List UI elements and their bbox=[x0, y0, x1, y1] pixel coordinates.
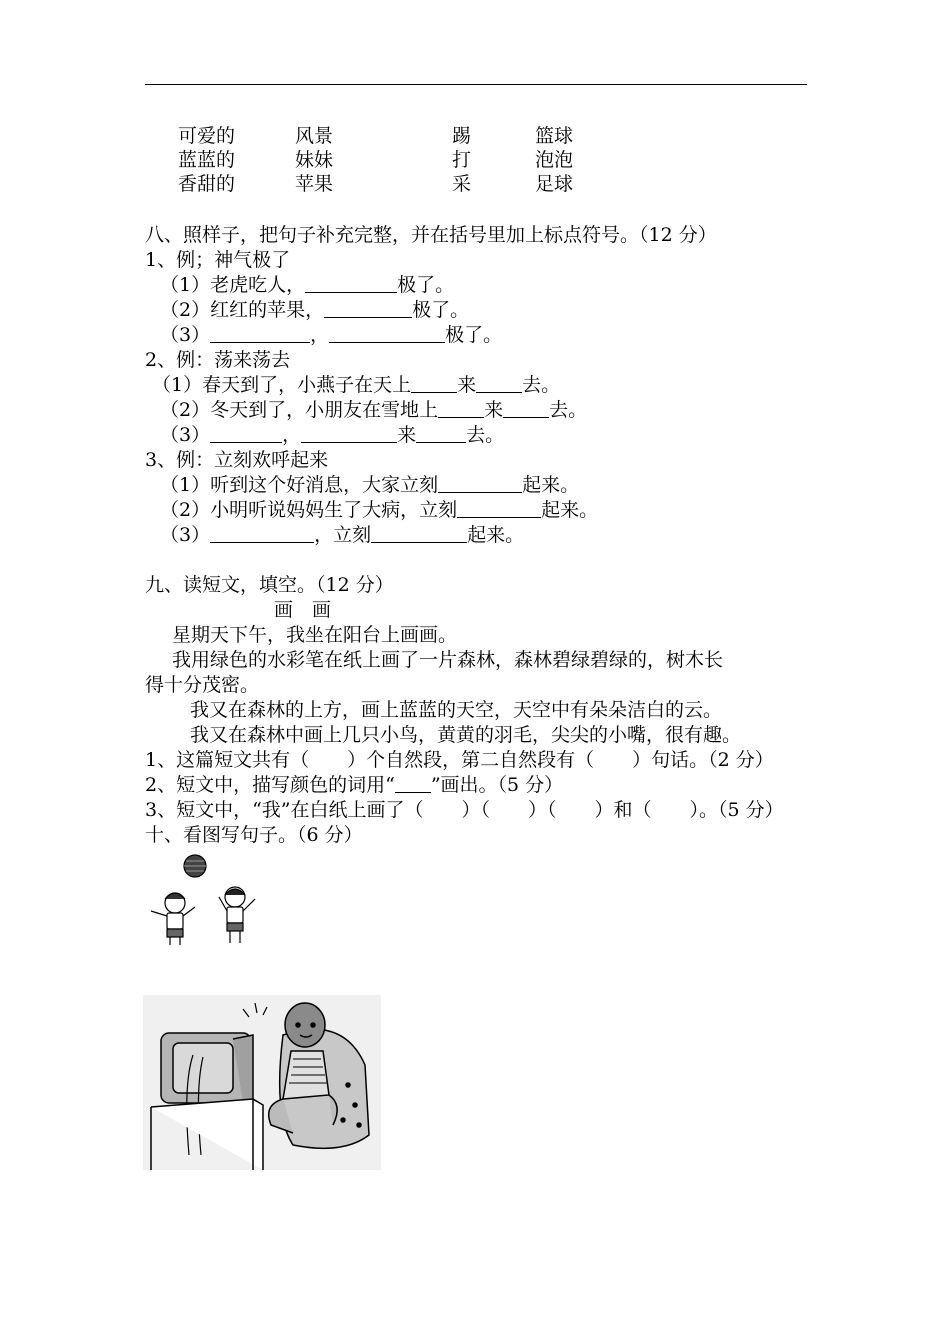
match-item: 篮球 bbox=[535, 125, 574, 147]
match-col-adjectives bbox=[178, 124, 235, 196]
match-item: 打 bbox=[452, 149, 472, 171]
match-item: 妹妹 bbox=[295, 149, 334, 171]
match-item: 可爱的 bbox=[178, 125, 236, 147]
header-rule bbox=[145, 84, 807, 85]
s8-item-1-1: （1）老虎吃人， 极了。 bbox=[160, 274, 455, 296]
story-paragraph-2: 我用绿色的水彩笔在纸上画了一片森林，森林碧绿碧绿的，树木长 bbox=[172, 649, 724, 671]
section-9-title: 九、读短文，填空。（12 分） bbox=[145, 574, 394, 596]
answer-blank[interactable] bbox=[301, 423, 397, 443]
story-paragraph-3: 我又在森林的上方，画上蓝蓝的天空，天空中有朵朵洁白的云。 bbox=[190, 699, 723, 721]
s8-item-1-2: （2）红红的苹果， 极了。 bbox=[160, 299, 470, 321]
section-10-title: 十、看图写句子。（6 分） bbox=[145, 824, 363, 846]
s8-item-2-3: （3） ， 来 去。 bbox=[160, 424, 505, 446]
answer-blank[interactable] bbox=[416, 423, 466, 443]
match-col-verbs bbox=[452, 124, 471, 196]
story-paragraph-2-cont: 得十分茂密。 bbox=[145, 674, 260, 696]
match-item: 泡泡 bbox=[535, 149, 574, 171]
answer-blank[interactable] bbox=[438, 398, 484, 418]
child-watching-tv-illustration bbox=[143, 995, 381, 1170]
s9-question-2: 2、短文中，描写颜色的词用“ ”画出。（5 分） bbox=[145, 774, 564, 796]
answer-blank[interactable] bbox=[457, 498, 541, 518]
match-item: 踢 bbox=[452, 125, 472, 147]
s8-example-1: 1、例；神气极了 bbox=[145, 249, 291, 271]
answer-blank[interactable] bbox=[476, 373, 522, 393]
answer-blank[interactable] bbox=[305, 273, 397, 293]
answer-blank[interactable] bbox=[324, 298, 412, 318]
match-item: 风景 bbox=[295, 125, 334, 147]
s8-item-1-3: （3） ， 极了。 bbox=[160, 324, 503, 346]
underline-sample bbox=[395, 773, 431, 793]
answer-blank[interactable] bbox=[438, 473, 522, 493]
child-right-icon bbox=[219, 887, 255, 943]
match-item: 香甜的 bbox=[178, 173, 236, 195]
section-8-title: 八、照样子，把句子补充完整，并在括号里加上标点符号。（12 分） bbox=[145, 224, 717, 246]
s8-item-2-2: （2）冬天到了，小朋友在雪地上 来 去。 bbox=[160, 399, 588, 421]
children-playing-ball-illustration bbox=[143, 853, 273, 948]
match-item: 苹果 bbox=[295, 173, 334, 195]
s9-question-1: 1、这篇短文共有（ ）个自然段，第二自然段有（ ）句话。（2 分） bbox=[145, 749, 774, 771]
match-item: 足球 bbox=[535, 173, 574, 195]
story-title: 画 画 bbox=[274, 599, 332, 621]
match-item: 采 bbox=[452, 173, 472, 195]
answer-blank[interactable] bbox=[503, 398, 549, 418]
answer-blank[interactable] bbox=[329, 323, 445, 343]
match-col-objects bbox=[535, 124, 573, 196]
s8-example-2: 2、例：荡来荡去 bbox=[145, 349, 291, 371]
story-paragraph-4: 我又在森林中画上几只小鸟，黄黄的羽毛，尖尖的小嘴，很有趣。 bbox=[190, 724, 742, 746]
s8-item-3-1: （1）听到这个好消息，大家立刻 起来。 bbox=[160, 474, 580, 496]
s8-example-3: 3、例：立刻欢呼起来 bbox=[145, 449, 329, 471]
answer-blank[interactable] bbox=[210, 523, 314, 543]
s8-item-3-3: （3） ，立刻 起来。 bbox=[160, 524, 525, 546]
answer-blank[interactable] bbox=[210, 423, 282, 443]
s8-item-3-2: （2）小明听说妈妈生了大病，立刻 起来。 bbox=[160, 499, 599, 521]
child-left-icon bbox=[151, 893, 195, 945]
answer-blank[interactable] bbox=[210, 323, 310, 343]
answer-blank[interactable] bbox=[411, 373, 457, 393]
ball-icon bbox=[184, 855, 206, 877]
story-paragraph-1: 星期天下午，我坐在阳台上画画。 bbox=[172, 624, 458, 646]
answer-blank[interactable] bbox=[371, 523, 467, 543]
match-item: 蓝蓝的 bbox=[178, 149, 236, 171]
s8-item-2-1: （1）春天到了，小燕子在天上 来 去。 bbox=[152, 374, 561, 396]
s9-question-3: 3、短文中，“我”在白纸上画了（ ）（ ）（ ）和（ ）。（5 分） bbox=[145, 799, 784, 821]
match-col-nouns bbox=[295, 124, 333, 196]
